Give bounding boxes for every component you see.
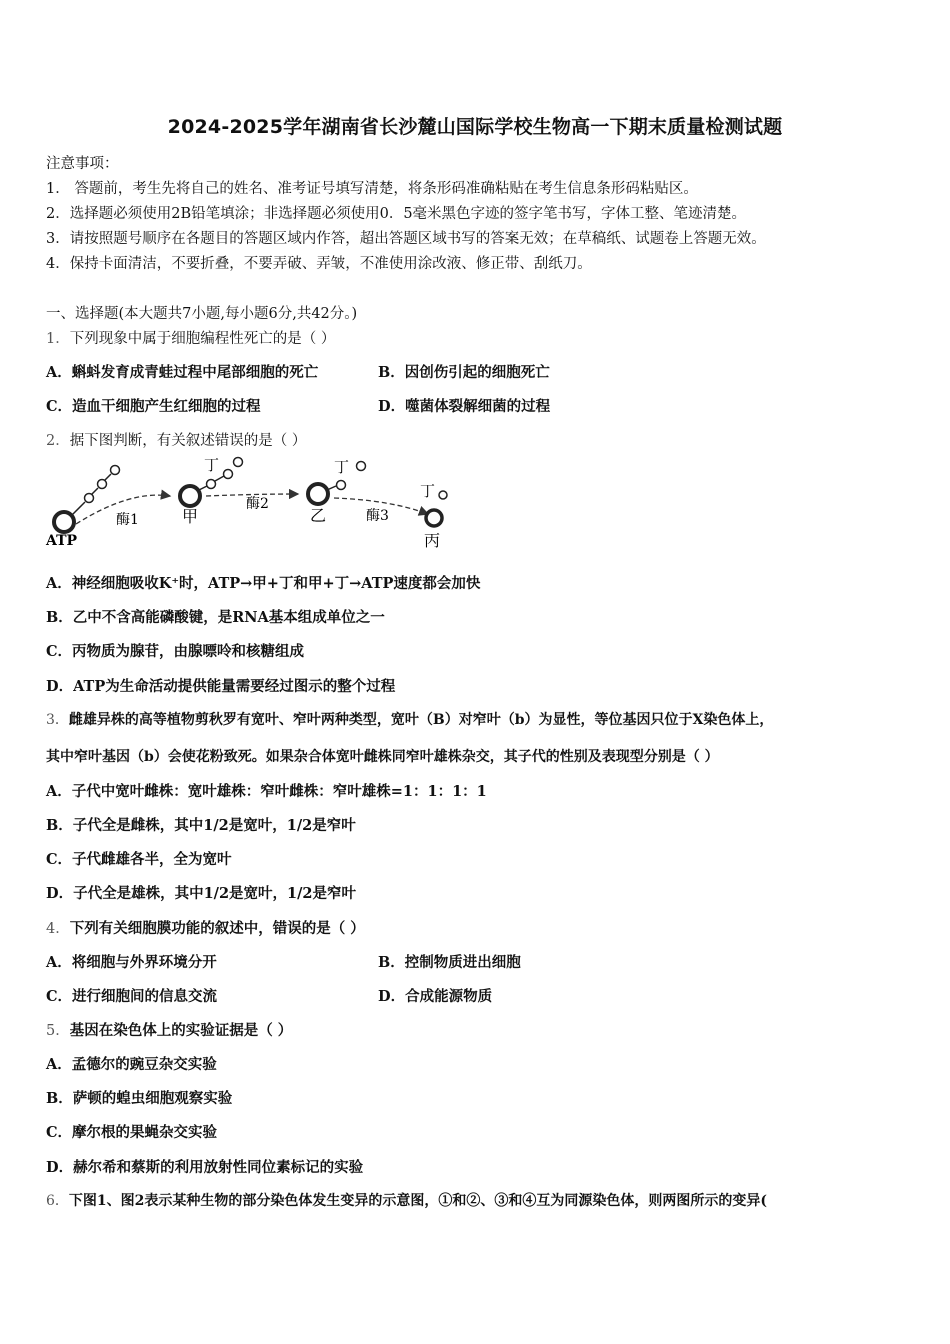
notice-item: 2．选择题必须使用2B铅笔填涂；非选择题必须使用0．5毫米黑色字迹的签字笔书写，字体工整、笔迹清楚。 xyxy=(46,206,747,222)
option-b: B．萨顿的蝗虫细胞观察实验 xyxy=(46,1090,233,1107)
ding-label: 丁 xyxy=(204,456,220,474)
option-c: C．子代雌雄各半，全为宽叶 xyxy=(46,851,232,868)
notice-heading: 注意事项： xyxy=(46,156,119,172)
option-d: D．子代全是雄株，其中1/2是宽叶，1/2是窄叶 xyxy=(46,885,357,902)
question-text: 下列现象中属于细胞编程性死亡的是（ ） xyxy=(69,331,336,347)
yi-label: 乙 xyxy=(310,506,327,525)
jia-label: 甲 xyxy=(182,507,199,526)
enzyme1-label: 酶1 xyxy=(116,512,139,528)
question-stem-continued: 其中窄叶基因（b）会使花粉致死。如果杂合体宽叶雌株同窄叶雄株杂交，其子代的性别及表现型分别是（ ） xyxy=(46,749,719,765)
question-text: 基因在染色体上的实验证据是（ ） xyxy=(69,1022,293,1039)
bing-label: 丙 xyxy=(424,531,441,550)
notice-item: 3．请按照题号顺序在各题目的答题区域内作答，超出答题区域书写的答案无效；在草稿纸、试题卷上答题无效。 xyxy=(46,231,766,247)
notice-item: 1． 答题前，考生先将自己的姓名、准考证号填写清楚，将条形码准确粘贴在考生信息条形码粘贴区。 xyxy=(46,181,698,197)
option-d: D．ATP为生命活动提供能量需要经过图示的整个过程 xyxy=(46,678,396,695)
question-text: 据下图判断，有关叙述错误的是（ ） xyxy=(69,433,307,449)
atp-molecule xyxy=(54,466,120,533)
question-stem xyxy=(46,327,335,348)
ding-label: 丁 xyxy=(334,458,350,476)
question-number: 6． xyxy=(46,1193,69,1209)
question-number: 5． xyxy=(46,1023,70,1039)
option-d: D．噬菌体裂解细菌的过程 xyxy=(378,398,551,415)
option-a: A．子代中宽叶雌株：宽叶雄株：窄叶雌株：窄叶雄株=1：1：1：1 xyxy=(46,783,487,800)
question-stem xyxy=(46,1190,767,1210)
question-text: 下图1、图2表示某种生物的部分染色体发生变异的示意图，①和②、③和④互为同源染色体，则两图所示的变异( xyxy=(68,1193,768,1209)
question-text: 下列有关细胞膜功能的叙述中，错误的是（ ） xyxy=(69,920,365,937)
enzyme2-label: 酶2 xyxy=(246,496,269,512)
question-stem xyxy=(46,429,306,450)
option-d: D．赫尔希和蔡斯的利用放射性同位素标记的实验 xyxy=(46,1159,364,1176)
option-b: B．控制物质进出细胞 xyxy=(378,954,521,971)
question-text: 雌雄异株的高等植物剪秋罗有宽叶、窄叶两种类型，宽叶（B）对窄叶（b）为显性，等位基因只位于X染色体上， xyxy=(68,712,774,728)
question-stem xyxy=(46,1019,292,1040)
option-c: C．进行细胞间的信息交流 xyxy=(46,988,218,1005)
option-a: A．蝌蚪发育成青蛙过程中尾部细胞的死亡 xyxy=(46,364,319,381)
option-b: B．乙中不含高能磷酸键，是RNA基本组成单位之一 xyxy=(46,609,385,626)
question-number: 2． xyxy=(46,433,70,449)
option-b: B．因创伤引起的细胞死亡 xyxy=(378,364,550,381)
option-a: A．将细胞与外界环境分开 xyxy=(46,954,217,971)
section-heading: 一、选择题(本大题共7小题,每小题6分,共42分。) xyxy=(46,306,358,322)
option-a: A．孟德尔的豌豆杂交实验 xyxy=(46,1056,217,1073)
question-stem xyxy=(46,917,365,938)
question-stem xyxy=(46,709,773,729)
option-c: C．丙物质为腺苷，由腺嘌呤和核糖组成 xyxy=(46,643,305,660)
atp-label: ATP xyxy=(46,533,78,549)
option-c: C．造血干细胞产生红细胞的过程 xyxy=(46,398,261,415)
atp-hydrolysis-diagram xyxy=(40,452,480,552)
question-number: 1． xyxy=(46,331,70,347)
question-number: 3． xyxy=(46,712,69,728)
notice-item: 4．保持卡面清洁，不要折叠，不要弄破、弄皱，不准使用涂改液、修正带、刮纸刀。 xyxy=(46,256,592,272)
option-d: D．合成能源物质 xyxy=(378,988,493,1005)
question-number: 4． xyxy=(46,921,70,937)
ding-label: 丁 xyxy=(420,482,436,500)
option-b: B．子代全是雌株，其中1/2是宽叶，1/2是窄叶 xyxy=(46,817,356,834)
page-title: 2024-2025学年湖南省长沙麓山国际学校生物高一下期末质量检测试题 xyxy=(167,116,783,138)
option-c: C．摩尔根的果蝇杂交实验 xyxy=(46,1124,218,1141)
option-a: A．神经细胞吸收K⁺时，ATP→甲+丁和甲+丁→ATP速度都会加快 xyxy=(46,575,481,592)
enzyme3-label: 酶3 xyxy=(366,508,389,524)
